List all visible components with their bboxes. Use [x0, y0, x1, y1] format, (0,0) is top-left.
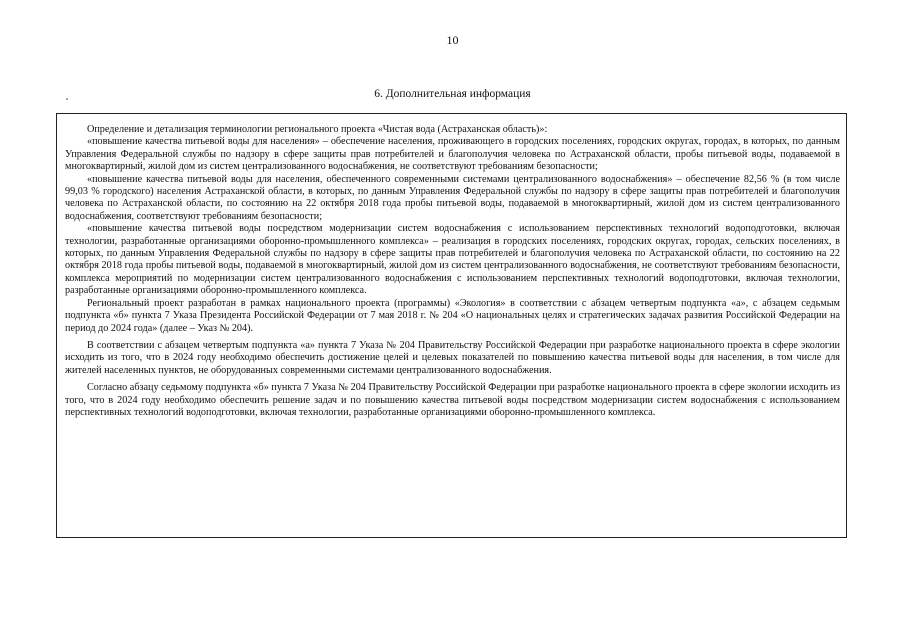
page-number: 10 — [446, 33, 459, 47]
section-title: 6. Дополнительная информация — [374, 88, 531, 100]
paragraph-term-modernization: «повышение качества питьевой воды посредством модернизации систем водоснабжения с использованием перспективных технологий водоподготовки, включая технологии, разработанные организациями оборонно-промышленного комплекса» – реализация в городских поселениях, городских округах, городах, сельских поселениях, в которых, по данным Управления Федеральной службы по надзору в сфере защиты прав потребителей и благополучия человека по Астраханской области, по состоянию на 22 октября 2018 года пробы питьевой воды, подаваемой в многоквартирный, жилой дом из систем централизованного водоснабжения, не соответствуют требованиям безопасности, комплекса мероприятий по модернизации систем централизованного водоснабжения с использованием перспективных технологий водоподготовки, включая технологии, разработанные организациями оборонно-промышленного комплекса. — [65, 223, 840, 297]
paragraph-decree-subitem-a: В соответствии с абзацем четвертым подпункта «а» пункта 7 Указа № 204 Правительству Российской Федерации при разработке национального проекта в сфере экологии исходить из того, что в 2024 году необходимо обеспечить достижение целей и целевых показателей по повышению качества питьевой воды для населения, в том числе для жителей населенных пунктов, не оборудованных современными системами централизованного водоснабжения. — [65, 339, 840, 376]
paragraph-term-water-quality: «повышение качества питьевой воды для населения» – обеспечение населения, проживающего в городских поселениях, городских округах, городах, в которых, по данным Управления Федеральной службы по надзору в сфере защиты прав потребителей и благополучия человека по Астраханской области, пробы питьевой воды, подаваемой в многоквартирный, жилой дом из систем централизованного водоснабжения, не соответствуют требованиям безопасности; — [65, 136, 840, 173]
paragraph-national-project: Региональный проект разработан в рамках национального проекта (программы) «Экология» в соответствии с абзацем четвертым подпункта «а», с абзацем седьмым подпункта «б» пункта 7 Указа Президента Российской Федерации от 7 мая 2018 г. № 204 «О национальных целях и стратегических задачах развития Российской Федерации на период до 2024 года» (далее – Указ № 204). — [65, 297, 840, 334]
content-frame — [56, 113, 847, 538]
paragraph-decree-subitem-b: Согласно абзацу седьмому подпункта «б» пункта 7 Указа № 204 Правительству Российской Федерации при разработке национального проекта в сфере экологии исходить из того, что в 2024 году необходимо обеспечить решение задач и по повышению качества питьевой воды посредством модернизации систем водоснабжения с использованием перспективных технологий водоподготовки, включая технологии, разработанные организациями оборонно-промышленного комплекса. — [65, 382, 840, 418]
paragraph-terminology-intro: Определение и детализация терминологии регионального проекта «Чистая вода (Астраханская область)»: — [87, 124, 548, 135]
paragraph-term-centralized-supply: «повышение качества питьевой воды для населения, обеспеченного современными системами централизованного водоснабжения» – обеспечение 82,56 % (в том числе 99,03 % городского) населения Астраханской области, в которых, по данным Управления Федеральной службы по надзору в сфере защиты прав потребителей и благополучия человека по Астраханской области, по состоянию на 22 октября 2018 года пробы питьевой воды, подаваемой в многоквартирный, жилой дом из систем централизованного водоснабжения, соответствуют требованиям безопасности; — [65, 173, 840, 222]
